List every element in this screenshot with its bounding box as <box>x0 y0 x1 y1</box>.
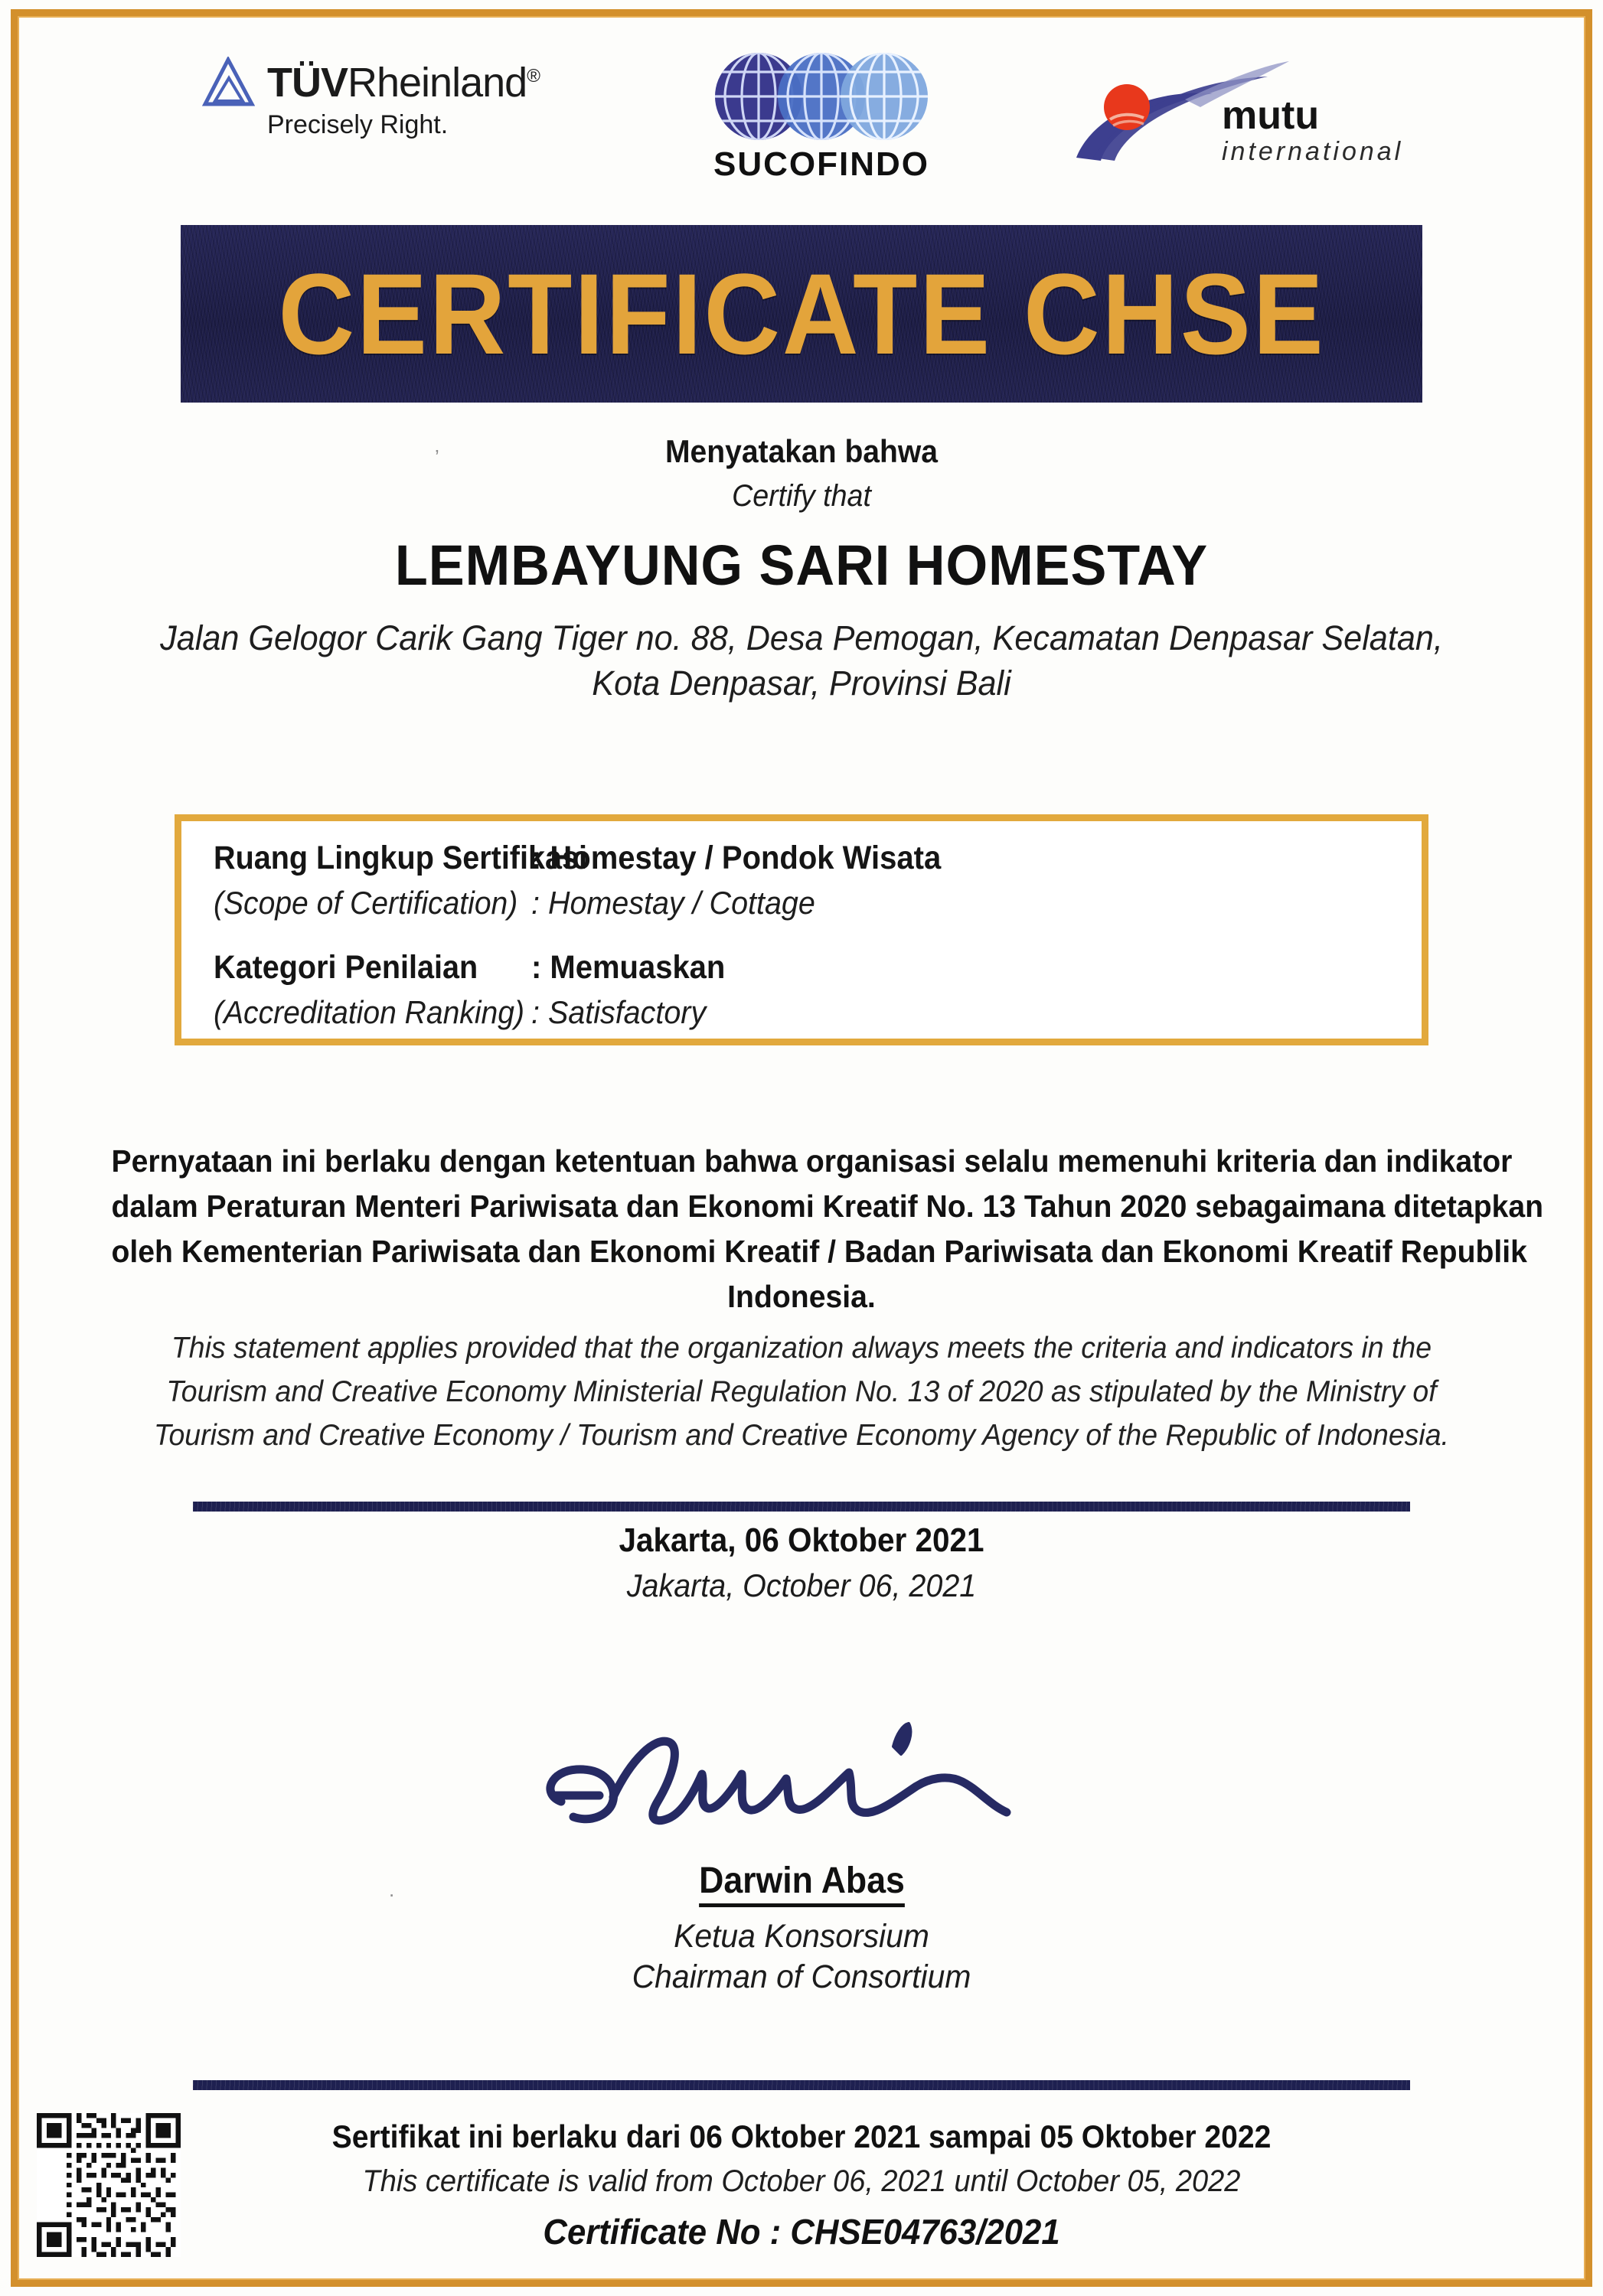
scope-label-english: (Scope of Certification) <box>214 885 518 921</box>
scope-box-spacer <box>214 926 1422 949</box>
ranking-label-indonesian: Kategori Penilaian <box>214 949 478 986</box>
statement-en-line-2: Tourism and Creative Economy Ministerial Regulation No. 13 of 2020 as stipulated by the Ministry of <box>166 1375 1437 1408</box>
scan-artifact-mark: ’ <box>435 445 439 468</box>
footer-block <box>21 2118 1582 2252</box>
mutu-sub-wordmark: international <box>1222 136 1404 166</box>
page-title: CERTIFICATE CHSE <box>278 249 1325 378</box>
tuv-rheinland-text: Rheinland <box>348 60 527 106</box>
sucofindo-globes-icon <box>707 51 936 142</box>
declaration-block <box>21 433 1582 514</box>
statement-id-line-2: dalam Peraturan Menteri Pariwisata dan Ekonomi Kreatif No. 13 Tahun 2020 sebagaimana ditetapkan <box>111 1189 1544 1225</box>
statement-id-line-4: Indonesia. <box>727 1279 876 1315</box>
certificate-number: Certificate No : CHSE04763/2021 <box>543 2212 1060 2252</box>
logo-row <box>21 34 1582 187</box>
mutu-international-logo <box>1070 60 1430 167</box>
signature-block <box>21 1688 1582 1996</box>
validity-english: This certificate is valid from October 06, 2021 until October 05, 2022 <box>362 2164 1241 2198</box>
sucofindo-wordmark: SUCOFINDO <box>713 145 929 183</box>
accreditation-ranking-group <box>214 949 1422 1031</box>
certificate-content <box>21 20 1582 2276</box>
handwritten-signature-icon <box>534 1688 1069 1864</box>
place-date-english: Jakarta, October 06, 2021 <box>626 1567 977 1603</box>
validity-indonesian: Sertifikat ini berlaku dari 06 Oktober 2021 sampai 05 Oktober 2022 <box>331 2118 1272 2154</box>
address-line-2: Kota Denpasar, Provinsi Bali <box>592 664 1011 703</box>
statement-en-line-3: Tourism and Creative Economy / Tourism and Creative Economy Agency of the Republic of Indonesia. <box>154 1418 1449 1452</box>
scope-and-ranking-box <box>175 814 1428 1045</box>
certificate-title-banner <box>181 225 1422 403</box>
scope-value-indonesian: : Homestay / Pondok Wisata <box>531 840 942 876</box>
mutu-wordmark: mutu <box>1222 93 1320 138</box>
statement-id-line-3: oleh Kementerian Pariwisata dan Ekonomi Kreatif / Badan Pariwisata dan Ekonomi Kreatif Republik <box>111 1234 1527 1270</box>
scope-label-indonesian: Ruang Lingkup Sertifikasi <box>214 840 587 876</box>
tuv-tagline: Precisely Right. <box>267 110 449 139</box>
registered-mark-icon: ® <box>527 66 540 86</box>
divider-rule-top <box>193 1502 1410 1512</box>
scan-artifact-mark-2: . <box>389 1878 395 1901</box>
organization-address <box>83 615 1520 706</box>
statement-en-line-1: This statement applies provided that the organization always meets the criteria and indicators in the <box>171 1332 1432 1365</box>
ranking-value-english: : Satisfactory <box>531 994 707 1030</box>
place-and-date-block <box>21 1521 1582 1604</box>
ranking-label-english: (Accreditation Ranking) <box>214 994 524 1030</box>
declaration-indonesian: Menyatakan bahwa <box>664 433 939 469</box>
statement-id-line-1: Pernyataan ini berlaku dengan ketentuan bahwa organisasi selalu memenuhi kriteria dan indikator <box>111 1143 1513 1179</box>
tuv-triangle-icon <box>201 57 255 109</box>
signer-role-english: Chairman of Consortium <box>632 1958 971 1995</box>
statement-english <box>79 1327 1524 1458</box>
place-date-indonesian: Jakarta, 06 Oktober 2021 <box>619 1521 984 1559</box>
divider-rule-bottom <box>193 2080 1410 2090</box>
address-line-1: Jalan Gelogor Carik Gang Tiger no. 88, Desa Pemogan, Kecamatan Denpasar Selatan, <box>160 618 1443 657</box>
tuv-wordmark: TÜVRheinland® <box>267 60 540 106</box>
scope-of-certification-group <box>214 840 1422 921</box>
ranking-value-indonesian: : Memuaskan <box>531 949 726 986</box>
tuv-rheinland-logo <box>201 57 540 140</box>
declaration-english: Certify that <box>732 479 871 513</box>
scope-value-english: : Homestay / Cottage <box>531 885 815 921</box>
sucofindo-logo <box>695 51 948 184</box>
statement-indonesian <box>79 1139 1544 1319</box>
organization-name: LEMBAYUNG SARI HOMESTAY <box>394 533 1209 597</box>
signer-role-indonesian: Ketua Konsorsium <box>674 1918 929 1955</box>
signer-name: Darwin Abas <box>699 1860 905 1907</box>
